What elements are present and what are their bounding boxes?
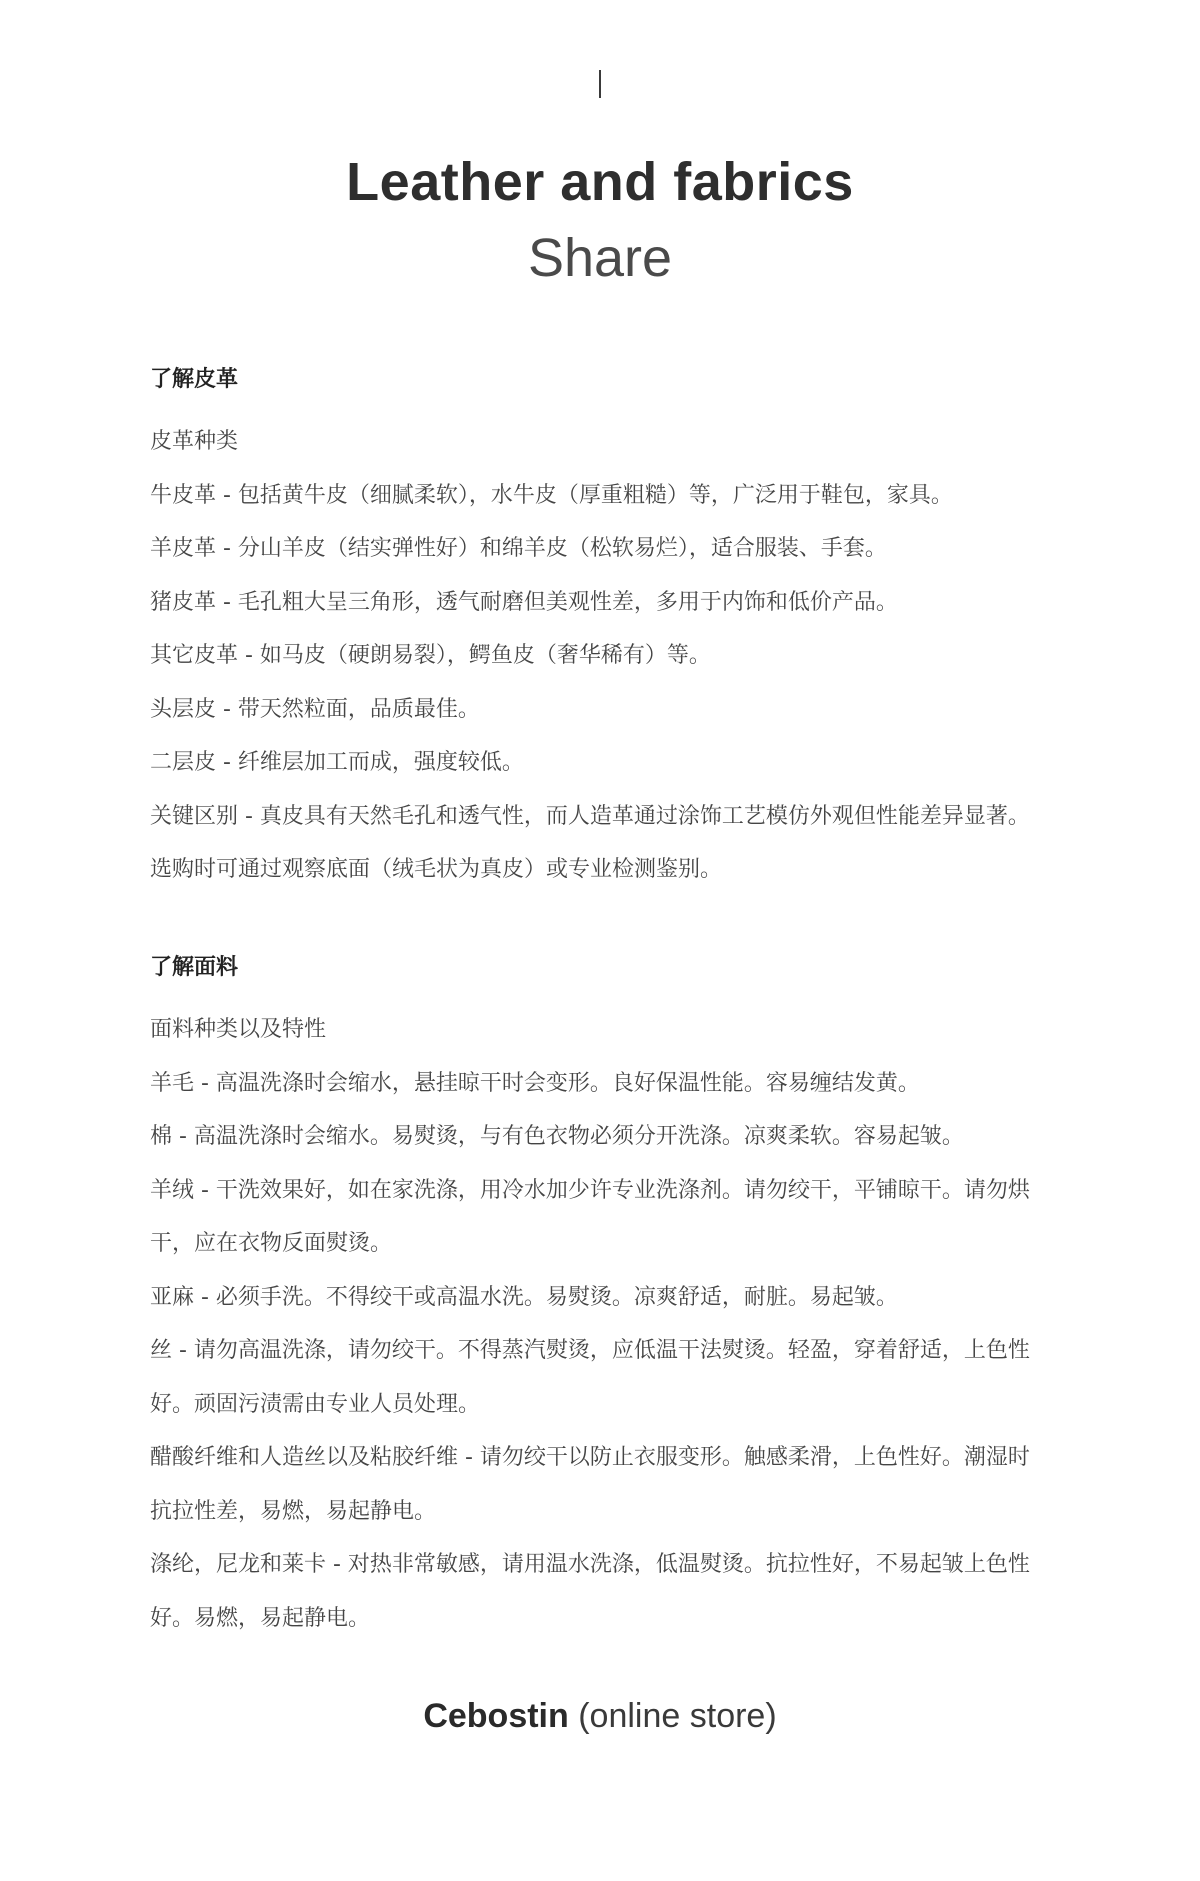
footer-brand [0, 1694, 1200, 1738]
fabric-item-acetate-rayon: 醋酸纤维和人造丝以及粘胶纤维 - 请勿绞干以防止衣服变形。触感柔滑，上色性好。潮湿时抗拉性差，易燃，易起静电。 [150, 1445, 1030, 1524]
leather-item-split: 二层皮 - 纤维层加工而成，强度较低。 [150, 750, 524, 775]
page-subtitle: Share [527, 228, 673, 288]
fabric-item-silk: 丝 - 请勿高温洗涤，请勿绞干。不得蒸汽熨烫，应低温干法熨烫。轻盈，穿着舒适，上色性好。顽固污渍需由专业人员处理。 [150, 1338, 1030, 1417]
fabric-section [150, 950, 1050, 1645]
fabric-item-cashmere: 羊绒 - 干洗效果好，如在家洗涤，用冷水加少许专业洗涤剂。请勿绞干，平铺晾干。请勿烘干，应在衣物反面熨烫。 [150, 1177, 1030, 1256]
fabric-item-linen: 亚麻 - 必须手洗。不得绞干或高温水洗。易熨烫。凉爽舒适，耐脏。易起皱。 [150, 1284, 898, 1310]
fabric-types-label: 面料种类以及特性 [150, 1017, 327, 1042]
leather-item-sheepskin: 羊皮革 - 分山羊皮（结实弹性好）和绵羊皮（松软易烂），适合服装、手套。 [150, 536, 887, 561]
leather-item-top-grain: 头层皮 - 带天然粒面，品质最佳。 [150, 696, 480, 722]
leather-item-pigskin: 猪皮革 - 毛孔粗大呈三角形，透气耐磨但美观性差，多用于内饰和低价产品。 [150, 589, 898, 615]
leather-key-difference: 关键区别 - 真皮具有天然毛孔和透气性，而人造革通过涂饰工艺模仿外观但性能差异显著。选购时可通过观察底面（绒毛状为真皮）或专业检测鉴别。 [150, 803, 1030, 882]
brand-name: Cebostin [423, 1697, 569, 1735]
leather-item-cowhide: 牛皮革 - 包括黄牛皮（细腻柔软），水牛皮（厚重粗糙）等，广泛用于鞋包，家具。 [150, 482, 953, 508]
fabric-item-cotton: 棉 - 高温洗涤时会缩水。易熨烫，与有色衣物必须分开洗涤。凉爽柔软。容易起皱。 [150, 1124, 964, 1149]
leather-item-other: 其它皮革 - 如马皮（硬朗易裂），鳄鱼皮（奢华稀有）等。 [150, 643, 711, 668]
top-divider [599, 70, 601, 98]
page-title: Leather and fabrics [346, 152, 854, 212]
section-heading: 了解面料 [150, 955, 239, 980]
leather-types-label: 皮革种类 [150, 429, 239, 454]
leather-section [150, 362, 1050, 897]
fabric-item-wool: 羊毛 - 高温洗涤时会缩水，悬挂晾干时会变形。良好保温性能。容易缠结发黄。 [150, 1070, 920, 1096]
brand-suffix: (online store) [578, 1697, 777, 1735]
fabric-item-polyester-nylon: 涤纶，尼龙和莱卡 - 对热非常敏感，请用温水洗涤，低温熨烫。抗拉性好，不易起皱上色性好。易燃，易起静电。 [150, 1552, 1030, 1631]
section-heading: 了解皮革 [150, 367, 239, 392]
